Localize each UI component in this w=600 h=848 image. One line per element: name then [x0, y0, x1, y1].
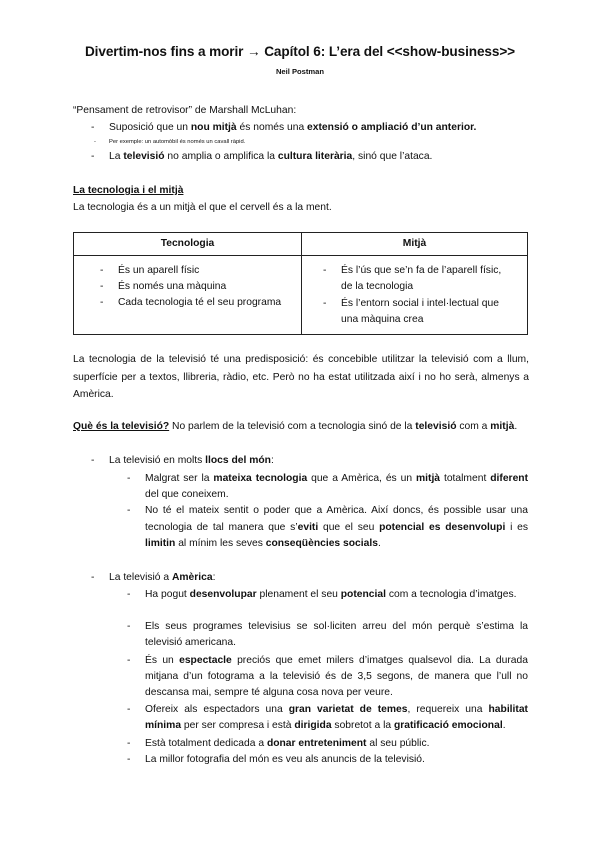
- america-subitem-4: - Ofereix als espectadors una gran varietat de temes, requereix una habilitat mínima per ser compresa i està dirigida sobretot a la gratificació emocional.: [127, 704, 528, 731]
- table-cell-medium-2-cont: una màquina crea: [341, 314, 424, 325]
- tv-technology-paragraph: La tecnologia de la televisió té una predisposició: és concebible utilitzar la televisió com a llum, superfície per a textos, llibreria, ràdio, etc. Però no ha estat utilitzada així i no ho serà, almenys a Amèrica.: [73, 354, 529, 400]
- table-cell-medium-2: - És l’entorn social i intel·lectual que: [323, 298, 499, 309]
- america-subitem-1: - Ha pogut desenvolupar plenament el seu potencial com a tecnologia d’imatges.: [145, 587, 528, 603]
- america-subitem-3: - És un espectacle preciós que emet milers d’imatges qualsevol dia. La durada mitjana d’un fotograma a la televisió és de 3,5 segons, de manera que l’ull no descansa mai, sempre té alguna cosa nova per veure.: [127, 655, 528, 698]
- america-subitem-5: - Està totalment dedicada a donar entreteniment al seu públic.: [127, 738, 430, 749]
- intro-quote: “Pensament de retrovisor” de Marshall McLuhan:: [73, 105, 297, 116]
- bullet-dash: -: [91, 122, 95, 133]
- section-heading-technology: La tecnologia i el mitjà: [73, 185, 184, 196]
- bullet-dash: -: [127, 505, 131, 516]
- world-subitem-1: - Malgrat ser la mateixa tecnologia que a Amèrica, és un mitjà totalment diferent del que coneixem.: [127, 473, 529, 500]
- america-subitem-2: - Els seus programes televisius se sol·liciten arreu del món perquè s’estima la televisió americana.: [127, 621, 528, 648]
- table-cell-medium-1-cont: de la tecnologia: [341, 281, 414, 292]
- world-label: - La televisió en molts llocs del món:: [91, 455, 274, 466]
- bullet-dash: -: [91, 151, 95, 162]
- document-title: Divertim-nos fins a morir → Capítol 6: L’era del <<show-business>>: [84, 44, 516, 59]
- table-cell-medium-1: - És l’ús que se’n fa de l’aparell físic,: [323, 265, 502, 276]
- table-cell-tech-2: - És només una màquina: [100, 281, 227, 292]
- bullet-dash: -: [94, 139, 96, 145]
- table-header-medium: Mitjà: [402, 238, 427, 249]
- section-technology-text: La tecnologia és a un mitjà el que el cervell és a la ment.: [73, 202, 332, 213]
- bullet-dash: -: [127, 655, 131, 666]
- document-author: Neil Postman: [275, 67, 325, 76]
- bullet-dash: -: [127, 754, 131, 765]
- bullet-dash: -: [127, 738, 131, 749]
- america-subitem-6: - La millor fotografia del món es veu als anuncis de la televisió.: [127, 754, 425, 765]
- table-header-technology: Tecnologia: [160, 238, 215, 249]
- bullet-dash: -: [91, 572, 95, 583]
- table-cell-tech-3: - Cada tecnologia té el seu programa: [100, 297, 282, 308]
- bullet-dash: -: [91, 455, 95, 466]
- table-cell-tech-1: - És un aparell físic: [100, 265, 200, 276]
- bullet-dash: -: [127, 621, 131, 632]
- bullet-dash: -: [127, 473, 131, 484]
- intro-bullet-3: - La televisió no amplia o amplifica la cultura literària, sinó que l’ataca.: [91, 151, 433, 162]
- comparison-table: [73, 232, 528, 335]
- intro-bullet-2: - Per exemple: un automòbil és només un cavall ràpid.: [94, 139, 246, 145]
- section-what-is-tv: Què és la televisió? No parlem de la televisió com a tecnologia sinó de la televisió com a mitjà.: [73, 421, 518, 432]
- intro-bullet-1: - Suposició que un nou mitjà és només una extensió o ampliació d’un anterior.: [91, 122, 477, 133]
- world-subitem-2: - No té el mateix sentit o poder que a Amèrica. Així doncs, és possible usar una tecnologia de tal manera que s’eviti que el seu potencial es desenvolupi i es limitin al mínim les seves conseqüències socials.: [127, 505, 528, 549]
- bullet-dash: -: [127, 704, 131, 715]
- america-label: - La televisió a Amèrica:: [91, 572, 216, 583]
- table-divider-horizontal: [74, 255, 527, 256]
- bullet-dash: -: [127, 589, 131, 600]
